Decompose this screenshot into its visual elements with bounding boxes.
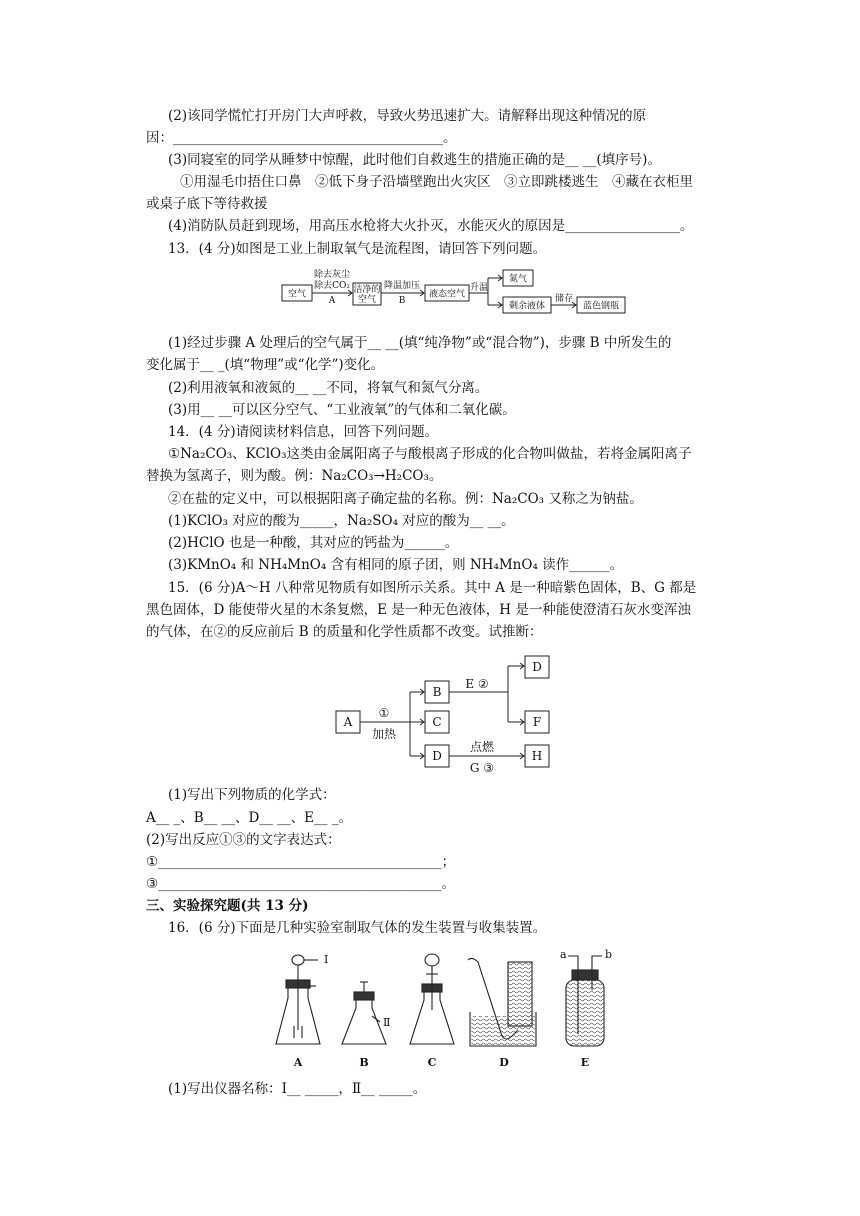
flow-step-a-line2: 除去CO₂ [314,281,350,291]
q14-material1-line2: 替换为氢离子，则为酸。例：Na₂CO₃→H₂CO₃。 [146,468,443,484]
reaction-1-label: ① [378,706,390,720]
reaction-2-label: E ② [465,677,489,691]
q13-part1-line2: 变化属于__ _(填“物理”或“化学”)变化。 [146,357,385,373]
flow-cylinder: 蓝色钢瓶 [582,301,620,312]
q14-part2: (2)HClO 也是一种酸，其对应的钙盐为______。 [168,535,459,551]
q15-part2: (2)写出反应①③的文字表达式： [146,832,341,848]
q15-reaction3-line: ③__________________________________________。 [146,876,456,892]
q14-part1: (1)KClO₃ 对应的酸为_____，Na₂SO₄ 对应的酸为__ __。 [168,513,515,529]
q12-part4: (4)消防队员赶到现场，用高压水枪将大火扑灭，水能灭火的原因是_________________。 [168,218,694,234]
flow-store: 储存 [554,294,574,304]
label-roman-2: Ⅱ [383,1016,391,1029]
q14-material1-line1: ①Na₂CO₃、KClO₃这类由金属阳离子与酸根离子形成的化合物叫做盐，若将金属阳离子 [168,446,692,462]
q15-stem-line1: 15．(6 分)A～H 八种常见物质有如图所示关系。其中 A 是一种暗紫色固体，B、G 都是 [168,580,697,596]
node-d-right: D [532,660,542,674]
node-c: C [432,715,442,729]
label-b: b [605,948,612,961]
q12-options-line1: ①用湿毛巾捂住口鼻 ②低下身子沿墙壁跑出火灾区 ③立即跳楼逃生 ④藏在衣柜里 [180,174,693,190]
q15-reaction1-line: ①__________________________________________； [146,854,456,870]
flow-clean-air-line2: 空气 [357,295,377,305]
flow-step-a-line1: 除去灰尘 [313,270,351,280]
flow-nitrogen: 氮气 [508,274,528,285]
q16-stem: 16．(6 分)下面是几种实验室制取气体的发生装置与收集装置。 [168,920,547,936]
label-roman-1: Ⅰ [324,953,329,966]
apparatus-e-label: E [580,1056,590,1069]
ignite-label: 点燃 [469,740,495,754]
flow-step-b-line1: 降温加压 [383,281,421,291]
q13-part2: (2)利用液氧和液氮的__ __不同，将氧气和氮气分离。 [168,380,489,396]
q12-part3: (3)同寝室的同学从睡梦中惊醒，此时他们自救逃生的措施正确的是__ __(填序号)。 [168,152,661,168]
node-f: F [532,715,542,729]
flow-heat: 升温 [469,283,489,293]
flow-step-a-label: A [328,296,336,306]
flow-air: 空气 [287,289,307,300]
q14-stem: 14．(4 分)请阅读材料信息，回答下列问题。 [168,424,439,440]
flow-clean-air-line1: 洁净的 [353,285,381,295]
apparatus-c-label: C [427,1056,437,1069]
flow-remaining-liquid: 剩余液体 [508,301,546,312]
apparatus-a-label: A [293,1056,303,1069]
reaction-diagram [330,654,570,776]
section-3-heading: 三、实验探究题(共 13 分) [146,898,309,914]
node-a: A [343,715,353,729]
q16-part1: (1)写出仪器名称：Ⅰ__ _____，Ⅱ__ _____。 [168,1081,427,1097]
oxygen-flow-diagram [276,268,736,320]
apparatus-b-label: B [359,1056,369,1069]
q12-options-line2: 或桌子底下等待救援 [146,196,268,212]
flow-step-b-label: B [398,296,406,306]
q15-part1: (1)写出下列物质的化学式： [168,787,336,803]
q12-part2-line1: (2)该同学慌忙打开房门大声呼救，导致火势迅速扩大。请解释出现这种情况的原 [168,108,647,124]
q15-stem-line2: 黑色固体，D 能使带火星的木条复燃，E 是一种无色液体，H 是一种能使澄清石灰水变浑浊 [146,602,691,618]
q14-part3: (3)KMnO₄ 和 NH₄MnO₄ 含有相同的原子团，则 NH₄MnO₄ 读作______。 [168,557,624,573]
flow-liquid-air: 液态空气 [428,289,466,300]
apparatus-diagram [272,946,612,1074]
q14-material2: ②在盐的定义中，可以根据阳离子确定盐的名称。例：Na₂CO₃ 又称之为钠盐。 [168,491,643,507]
label-a: a [560,948,567,961]
q15-part1-blanks: A__ _、B__ __、D__ __、E__ _。 [146,810,353,826]
q13-part1-line1: (1)经过步骤 A 处理后的空气属于__ __(填“纯净物”或“混合物”)，步骤 B 中所发生的 [168,335,672,351]
node-d-left: D [432,749,442,763]
q15-stem-line3: 的气体，在②的反应前后 B 的质量和化学性质都不改变。试推断： [146,624,543,640]
node-b: B [432,685,442,699]
reaction-3-label: G ③ [469,761,495,775]
apparatus-d-label: D [499,1056,509,1069]
q13-stem: 13．(4 分)如图是工业上制取氧气是流程图，请回答下列问题。 [168,241,547,257]
q12-part2-line2: 因：________________________________________。 [146,130,457,146]
q13-part3: (3)用__ __可以区分空气、“工业液氧”的气体和二氧化碳。 [168,402,516,418]
heat-label: 加热 [371,727,397,741]
node-h: H [531,749,543,763]
